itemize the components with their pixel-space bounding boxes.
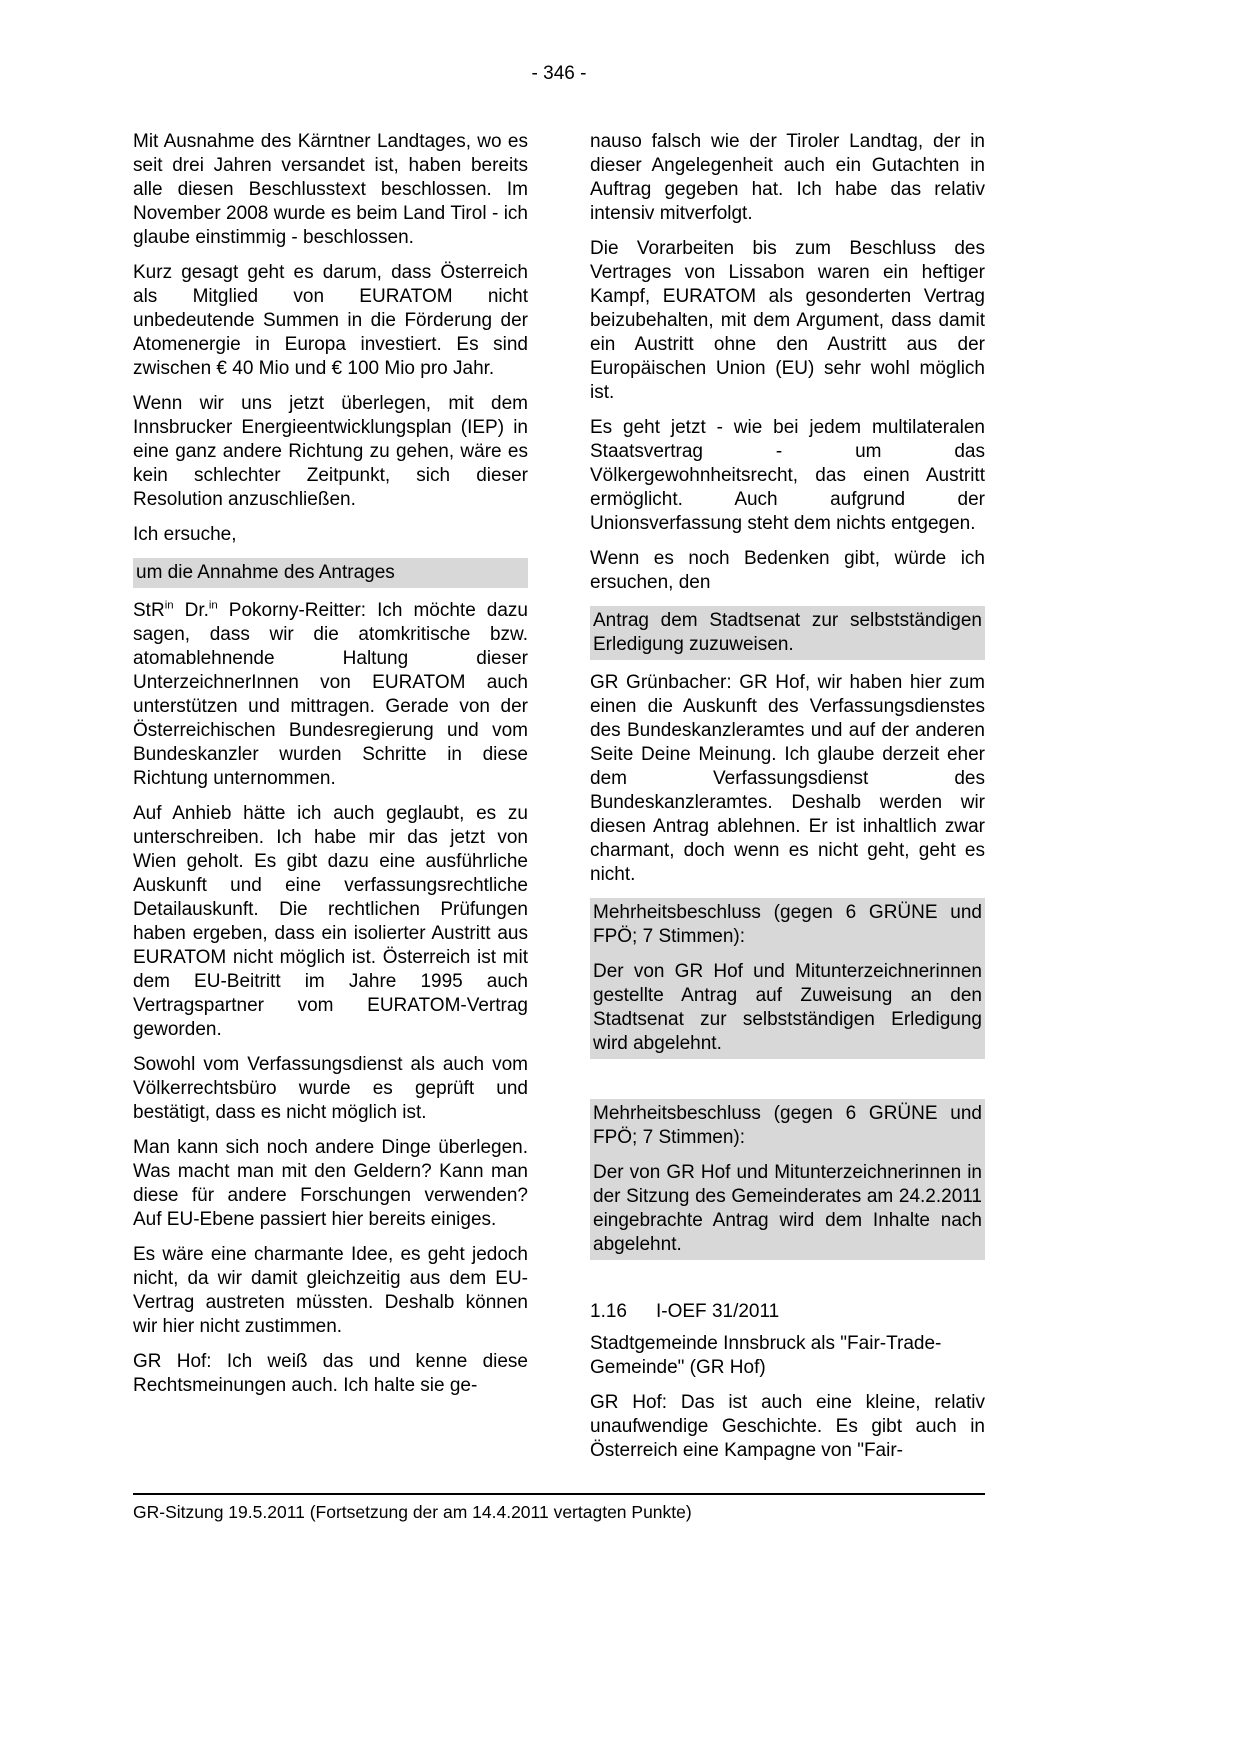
decision-paragraph: Mehrheitsbeschluss (gegen 6 GRÜNE und FPÖ; 7 Stimmen):: [593, 902, 982, 947]
footer-text: GR-Sitzung 19.5.2011 (Fortsetzung der am 14.4.2011 vertagten Punkte): [133, 1502, 692, 1522]
column-right: [590, 130, 985, 1474]
highlighted-paragraph: um die Annahme des Antrages: [133, 558, 528, 588]
section-subheading: Stadtgemeinde Innsbruck als "Fair-Trade-Gemeinde" (GR Hof): [590, 1333, 942, 1378]
paragraph: Kurz gesagt geht es darum, dass Österreich als Mitglied von EURATOM nicht unbedeutende Summen in die Förderung der Atomenergie in Europa investiert. Es sind zwischen € 40 Mio und € 100 Mio pro Jahr.: [133, 262, 528, 379]
paragraph: nauso falsch wie der Tiroler Landtag, der in dieser Angelegenheit auch ein Gutachten in Auftrag gegeben hat. Ich habe das relativ intensiv mitverfolgt.: [590, 131, 985, 224]
decision-block: [590, 1099, 985, 1260]
section-code: I-OEF 31/2011: [656, 1301, 780, 1322]
paragraph: Es wäre eine charmante Idee, es geht jedoch nicht, da wir damit gleichzeitig aus dem EU-Vertrag austreten müssten. Deshalb können wir hier nicht zustimmen.: [133, 1244, 528, 1337]
paragraph: Ich ersuche,: [133, 524, 237, 545]
decision-paragraph: Mehrheitsbeschluss (gegen 6 GRÜNE und FPÖ; 7 Stimmen):: [593, 1103, 982, 1148]
paragraph: Mit Ausnahme des Kärntner Landtages, wo es seit drei Jahren versandet ist, haben bereits alle diesen Beschlusstext beschlossen. Im November 2008 wurde es beim Land Tirol - ich glaube einstimmig - beschlossen.: [133, 131, 528, 248]
paragraph: Man kann sich noch andere Dinge überlegen. Was macht man mit den Geldern? Kann man diese für andere Forschungen verwenden? Auf EU-Ebene passiert hier bereits einiges.: [133, 1137, 528, 1230]
paragraph: GR Hof: Ich weiß das und kenne diese Rechtsmeinungen auch. Ich halte sie ge-: [133, 1351, 528, 1396]
paragraph: Es geht jetzt - wie bei jedem multilateralen Staatsvertrag - um das Völkergewohnheitsrecht, das einen Austritt ermöglicht. Auch aufgrund der Unionsverfassung steht dem nichts entgegen.: [590, 417, 985, 534]
section-number: 1.16: [590, 1301, 627, 1322]
decision-block: [590, 898, 985, 1059]
page-footer: [133, 1493, 985, 1523]
section-heading: [590, 1300, 985, 1324]
paragraph: Wenn es noch Bedenken gibt, würde ich ersuchen, den: [590, 548, 985, 593]
superscript-text: in: [164, 599, 174, 612]
text-run: Pokorny-Reitter: Ich möchte dazu sagen, dass wir die atomkritische bzw. atomablehnende Haltung dieser UnterzeichnerInnen von EURATOM auch unterstützen und mittragen. Gerade von der Österreichischen Bundesregierung und vom Bundeskanzler wurden Schritte in diese Richtung unternommen.: [133, 600, 528, 789]
paragraph: Die Vorarbeiten bis zum Beschluss des Vertrages von Lissabon waren ein heftiger Kampf, EURATOM als gesonderten Vertrag beizubehalten, mit dem Argument, dass damit ein Austritt ohne den Austritt aus der Europäischen Union (EU) sehr wohl möglich ist.: [590, 238, 985, 403]
paragraph: Sowohl vom Verfassungsdienst als auch vom Völkerrechtsbüro wurde es geprüft und bestätigt, dass es nicht möglich ist.: [133, 1054, 528, 1123]
page-content: [133, 130, 985, 1474]
decision-paragraph: Der von GR Hof und Mitunterzeichnerinnen gestellte Antrag auf Zuweisung an den Stadtsenat zur selbstständigen Erledigung wird abgelehnt.: [593, 961, 982, 1054]
column-left: [133, 130, 528, 1474]
superscript-text: in: [208, 599, 218, 612]
decision-paragraph: Der von GR Hof und Mitunterzeichnerinnen in der Sitzung des Gemeinderates am 24.2.2011 eingebrachte Antrag wird dem Inhalte nach abgelehnt.: [593, 1162, 982, 1255]
paragraph: [133, 599, 528, 791]
paragraph: GR Grünbacher: GR Hof, wir haben hier zum einen die Auskunft des Verfassungsdienstes des Bundeskanzleramtes und auf der anderen Seite Deine Meinung. Ich glaube derzeit eher dem Verfassungsdienst des Bundeskanzleramtes. Deshalb werden wir diesen Antrag ablehnen. Er ist inhaltlich zwar charmant, doch wenn es nicht geht, geht es nicht.: [590, 672, 985, 885]
text-run: Dr.: [173, 600, 209, 621]
page-number: - 346 -: [531, 63, 587, 84]
highlighted-paragraph: Antrag dem Stadtsenat zur selbstständigen Erledigung zuzuweisen.: [590, 606, 985, 660]
paragraph: Wenn wir uns jetzt überlegen, mit dem Innsbrucker Energieentwicklungsplan (IEP) in eine ganz andere Richtung zu gehen, wäre es kein schlechter Zeitpunkt, sich dieser Resolution anzuschließen.: [133, 393, 528, 510]
text-run: StR: [133, 600, 165, 621]
paragraph: Auf Anhieb hätte ich auch geglaubt, es zu unterschreiben. Ich habe mir das jetzt von Wien geholt. Es gibt dazu eine ausführliche Auskunft und eine verfassungsrechtliche Detailauskunft. Die rechtlichen Prüfungen haben ergeben, dass ein isolierter Austritt aus EURATOM nicht möglich ist. Österreich ist mit dem EU-Beitritt im Jahre 1995 auch Vertragspartner vom EURATOM-Vertrag geworden.: [133, 803, 528, 1040]
paragraph: GR Hof: Das ist auch eine kleine, relativ unaufwendige Geschichte. Es gibt auch in Österreich eine Kampagne von "Fair-: [590, 1392, 985, 1461]
